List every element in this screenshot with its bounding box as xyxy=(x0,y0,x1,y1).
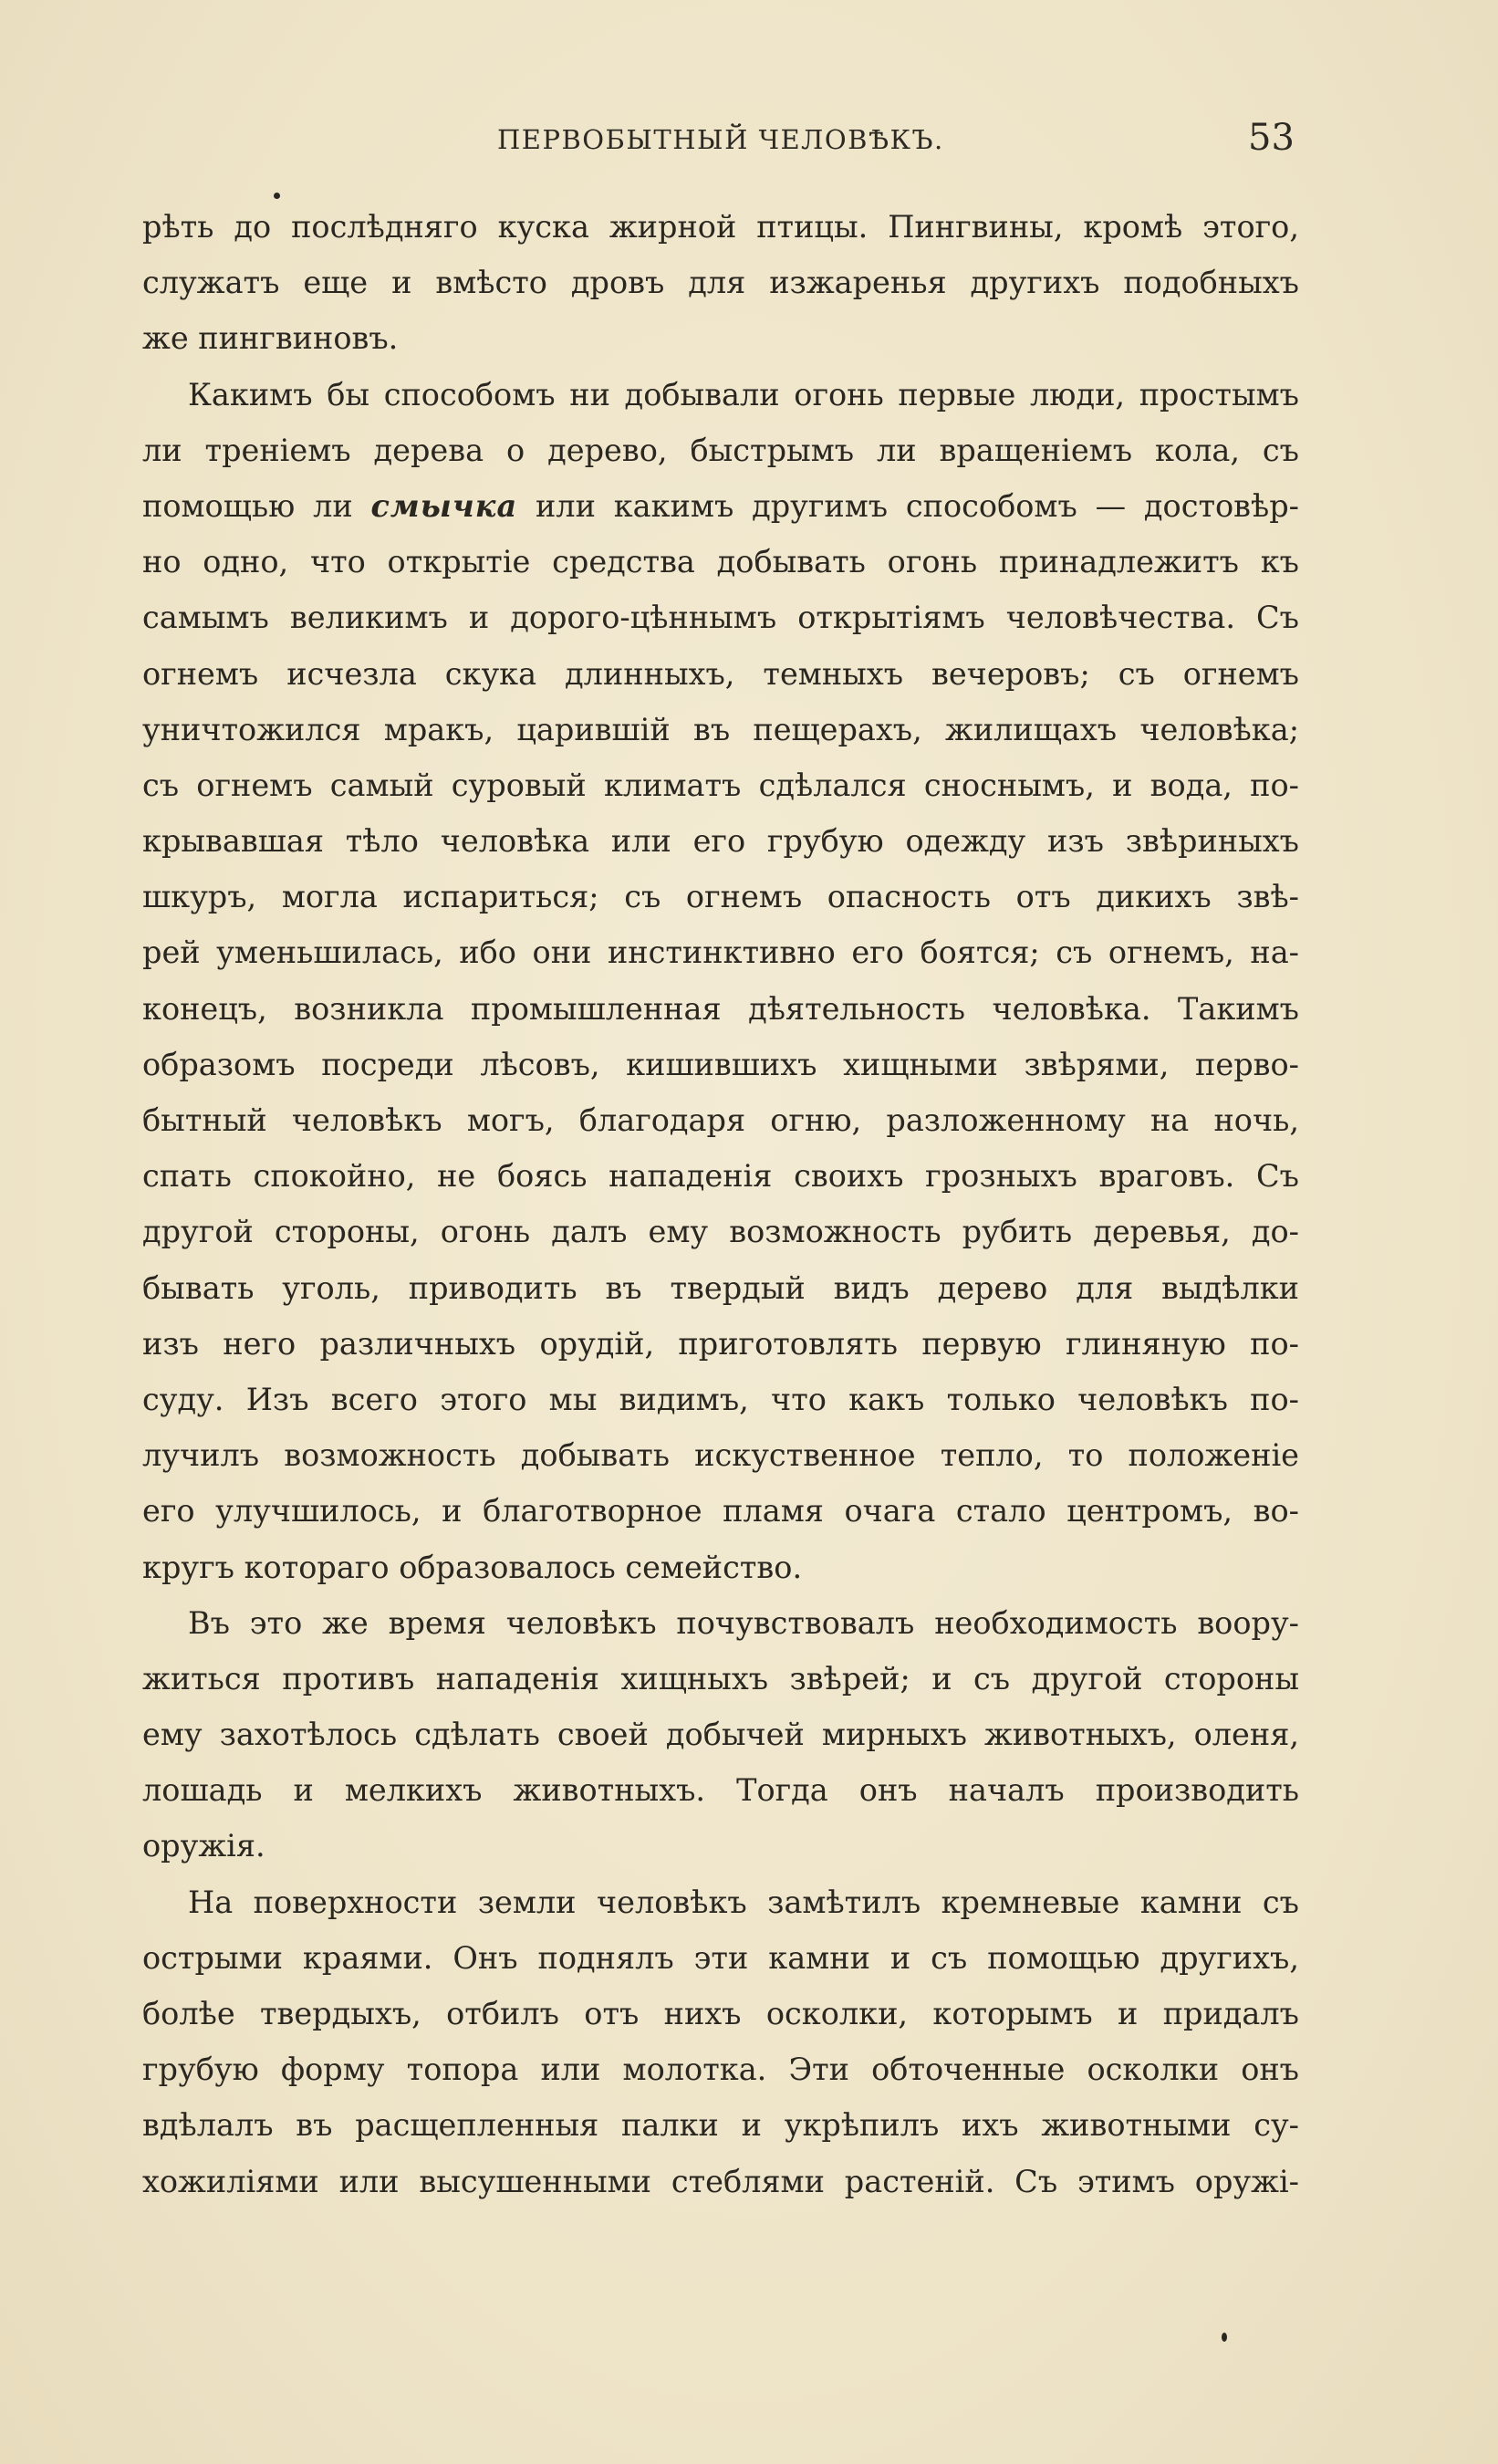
text-line: ему захотѣлось сдѣлать своей добычей мирныхъ животныхъ, оленя, xyxy=(142,1717,1299,1753)
text-line: же пингвиновъ. xyxy=(142,320,399,357)
text-line: уничтожился мракъ, царившій въ пещерахъ, жилищахъ человѣка; xyxy=(142,711,1299,747)
text-line: крывавшая тѣло человѣка или его грубую одежду изъ звѣриныхъ xyxy=(142,823,1299,860)
text-line: бытный человѣкъ могъ, благодаря огню, разложенному на ночь, xyxy=(142,1102,1299,1138)
text-line: суду. Изъ всего этого мы видимъ, что какъ только человѣкъ по- xyxy=(142,1381,1299,1417)
text-line: Какимъ бы способомъ ни добывали огонь первые люди, простымъ xyxy=(188,376,1299,412)
text-line: изъ него различныхъ орудій, приготовлять первую глиняную по- xyxy=(142,1325,1299,1362)
text-line: огнемъ исчезла скука длинныхъ, темныхъ вечеровъ; съ огнемъ xyxy=(142,655,1299,692)
text-fragment: или какимъ другимъ способомъ — достовѣр- xyxy=(535,487,1299,524)
running-head xyxy=(0,117,1498,161)
page-number: 53 xyxy=(1248,117,1295,159)
text-line: Въ это же время человѣкъ почувствовалъ необходимость воору- xyxy=(188,1604,1299,1641)
text-line: хожиліями или высушенными стеблями растеній. Съ этимъ оружі- xyxy=(142,2163,1299,2199)
ink-speck xyxy=(1222,2333,1227,2342)
text-fragment: помощью ли xyxy=(142,487,353,524)
text-line: ли треніемъ дерева о дерево, быстрымъ ли вращеніемъ кола, съ xyxy=(142,432,1299,468)
italic-term: смычка xyxy=(370,487,518,524)
text-line: шкуръ, могла испариться; съ огнемъ опасность отъ дикихъ звѣ- xyxy=(142,879,1299,915)
text-line: лучилъ возможность добывать искуственное тепло, то положеніе xyxy=(142,1437,1299,1474)
text-line: служатъ еще и вмѣсто дровъ для изжаренья другихъ подобныхъ xyxy=(142,265,1299,301)
text-line: другой стороны, огонь далъ ему возможность рубить деревья, до- xyxy=(142,1214,1299,1250)
text-line: образомъ посреди лѣсовъ, кишившихъ хищными звѣрями, перво- xyxy=(142,1046,1299,1082)
text-line: На поверхности земли человѣкъ замѣтилъ кремневые камни съ xyxy=(188,1884,1299,1920)
text-line: болѣе твердыхъ, отбилъ отъ нихъ осколки, которымъ и придалъ xyxy=(142,1996,1299,2031)
text-line xyxy=(142,478,1299,534)
text-line: бывать уголь, приводить въ твердый видъ дерево для выдѣлки xyxy=(142,1269,1299,1306)
text-line: оружія. xyxy=(142,1828,265,1864)
text-line: его улучшилось, и благотворное пламя очага стало центромъ, во- xyxy=(142,1493,1299,1530)
text-line: грубую форму топора или молотка. Эти обточенные осколки онъ xyxy=(142,2052,1299,2088)
text-line: конецъ, возникла промышленная дѣятельность человѣка. Такимъ xyxy=(142,990,1299,1027)
text-line: самымъ великимъ и дорого-цѣннымъ открытіямъ человѣчества. Съ xyxy=(142,600,1299,636)
text-line: но одно, что открытіе средства добывать огонь принадлежитъ къ xyxy=(142,544,1299,580)
ink-speck xyxy=(274,193,280,199)
running-title: ПЕРВОБЫТНЫЙ ЧЕЛОВѢКЪ. xyxy=(497,124,944,155)
text-line: лошадь и мелкихъ животныхъ. Тогда онъ началъ производить xyxy=(142,1772,1299,1809)
text-line: кругъ котораго образовалось семейство. xyxy=(142,1549,803,1585)
text-line: острыми краями. Онъ поднялъ эти камни и съ помощью другихъ, xyxy=(142,1939,1299,1976)
text-line: спать спокойно, не боясь нападенія своихъ грозныхъ враговъ. Съ xyxy=(142,1158,1299,1195)
text-line: съ огнемъ самый суровый климатъ сдѣлался сноснымъ, и вода, по- xyxy=(142,767,1299,803)
text-line: рѣть до послѣдняго куска жирной птицы. Пингвины, кромѣ этого, xyxy=(142,209,1299,245)
text-line: житься противъ нападенія хищныхъ звѣрей; и съ другой стороны xyxy=(142,1660,1299,1697)
text-line: вдѣлалъ въ расщепленныя палки и укрѣпилъ ихъ животными су- xyxy=(142,2107,1299,2144)
text-line: рей уменьшилась, ибо они инстинктивно его боятся; съ огнемъ, на- xyxy=(142,934,1299,971)
body-text xyxy=(142,199,1299,2209)
